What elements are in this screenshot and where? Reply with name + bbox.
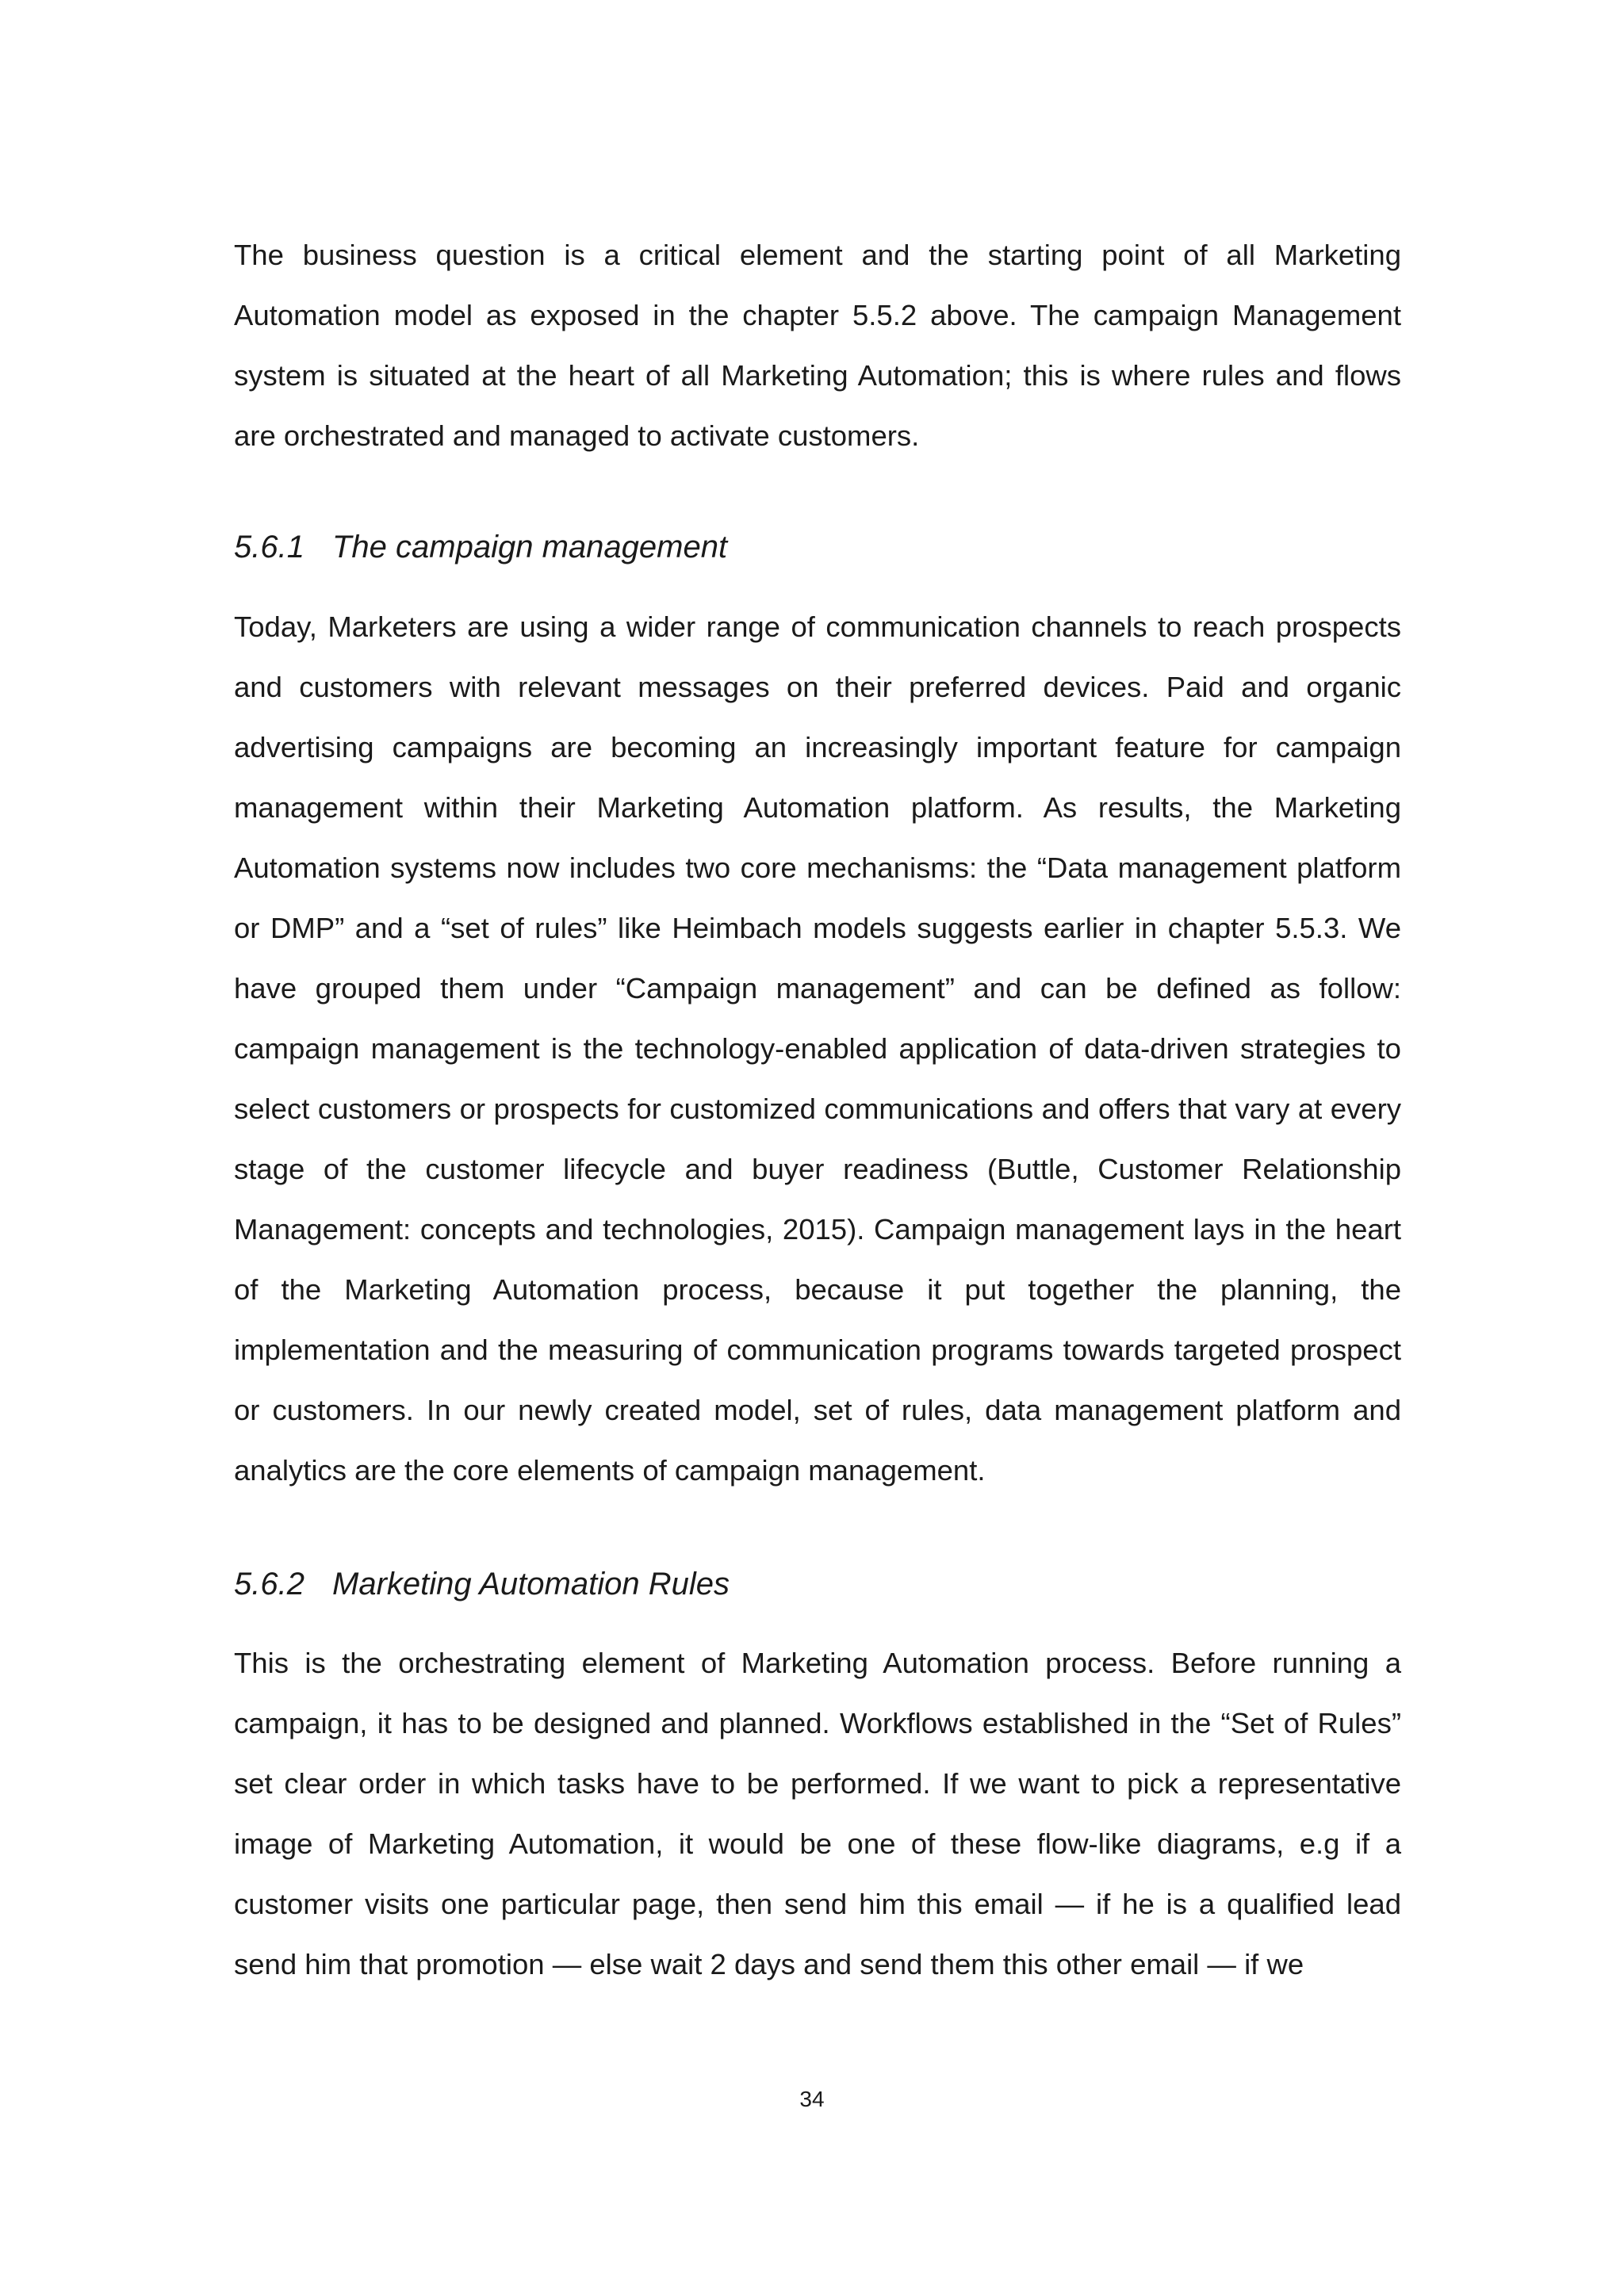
section-number: 5.6.1	[234, 530, 304, 564]
section-2-paragraph: This is the orchestrating element of Marketing Automation process. Before running a campaign, it has to be designed and planned. Workflows established in the “Set of Rules” set clear order in which tasks have to be performed. If we want to pick a representative image of Marketing Automation, it would be one of these flow-like diagrams, e.g if a customer visits one particular page, then send him this email — if he is a qualified lead send him that promotion — else wait 2 days and send them this other email — if we	[234, 1647, 1401, 1980]
intro-text-block	[234, 225, 1401, 466]
section-2-text-block	[234, 1633, 1401, 1995]
section-number: 5.6.2	[234, 1567, 304, 1601]
section-title: The campaign management	[332, 530, 728, 564]
intro-paragraph: The business question is a critical element and the starting point of all Marketing Automation model as exposed in the chapter 5.5.2 above. The campaign Management system is situated at the heart of all Marketing Automation; this is where rules and flows are orchestrated and managed to activate customers.	[234, 239, 1401, 452]
page-number: 34	[799, 2087, 825, 2111]
section-1-text-block	[234, 597, 1401, 1501]
section-heading-5-6-2	[234, 1560, 730, 1608]
section-title: Marketing Automation Rules	[332, 1567, 730, 1601]
section-1-paragraph: Today, Marketers are using a wider range of communication channels to reach prospects and customers with relevant messages on their preferred devices. Paid and organic advertising campaigns are becoming an increasingly important feature for campaign management within their Marketing Automation platform. As results, the Marketing Automation systems now includes two core mechanisms: the “Data management platform or DMP” and a “set of rules” like Heimbach models suggests earlier in chapter 5.5.3. We have grouped them under “Campaign management” and can be defined as follow: campaign management is the technology-enabled application of data-driven strategies to select customers or prospects for customized communications and offers that vary at every stage of the customer lifecycle and buyer readiness (Buttle, Customer Relationship Management: concepts and technologies, 2015). Campaign management lays in the heart of the Marketing Automation process, because it put together the planning, the implementation and the measuring of communication programs towards targeted prospect or customers. In our newly created model, set of rules, data management platform and analytics are the core elements of campaign management.	[234, 610, 1401, 1487]
section-heading-5-6-1	[234, 523, 727, 571]
